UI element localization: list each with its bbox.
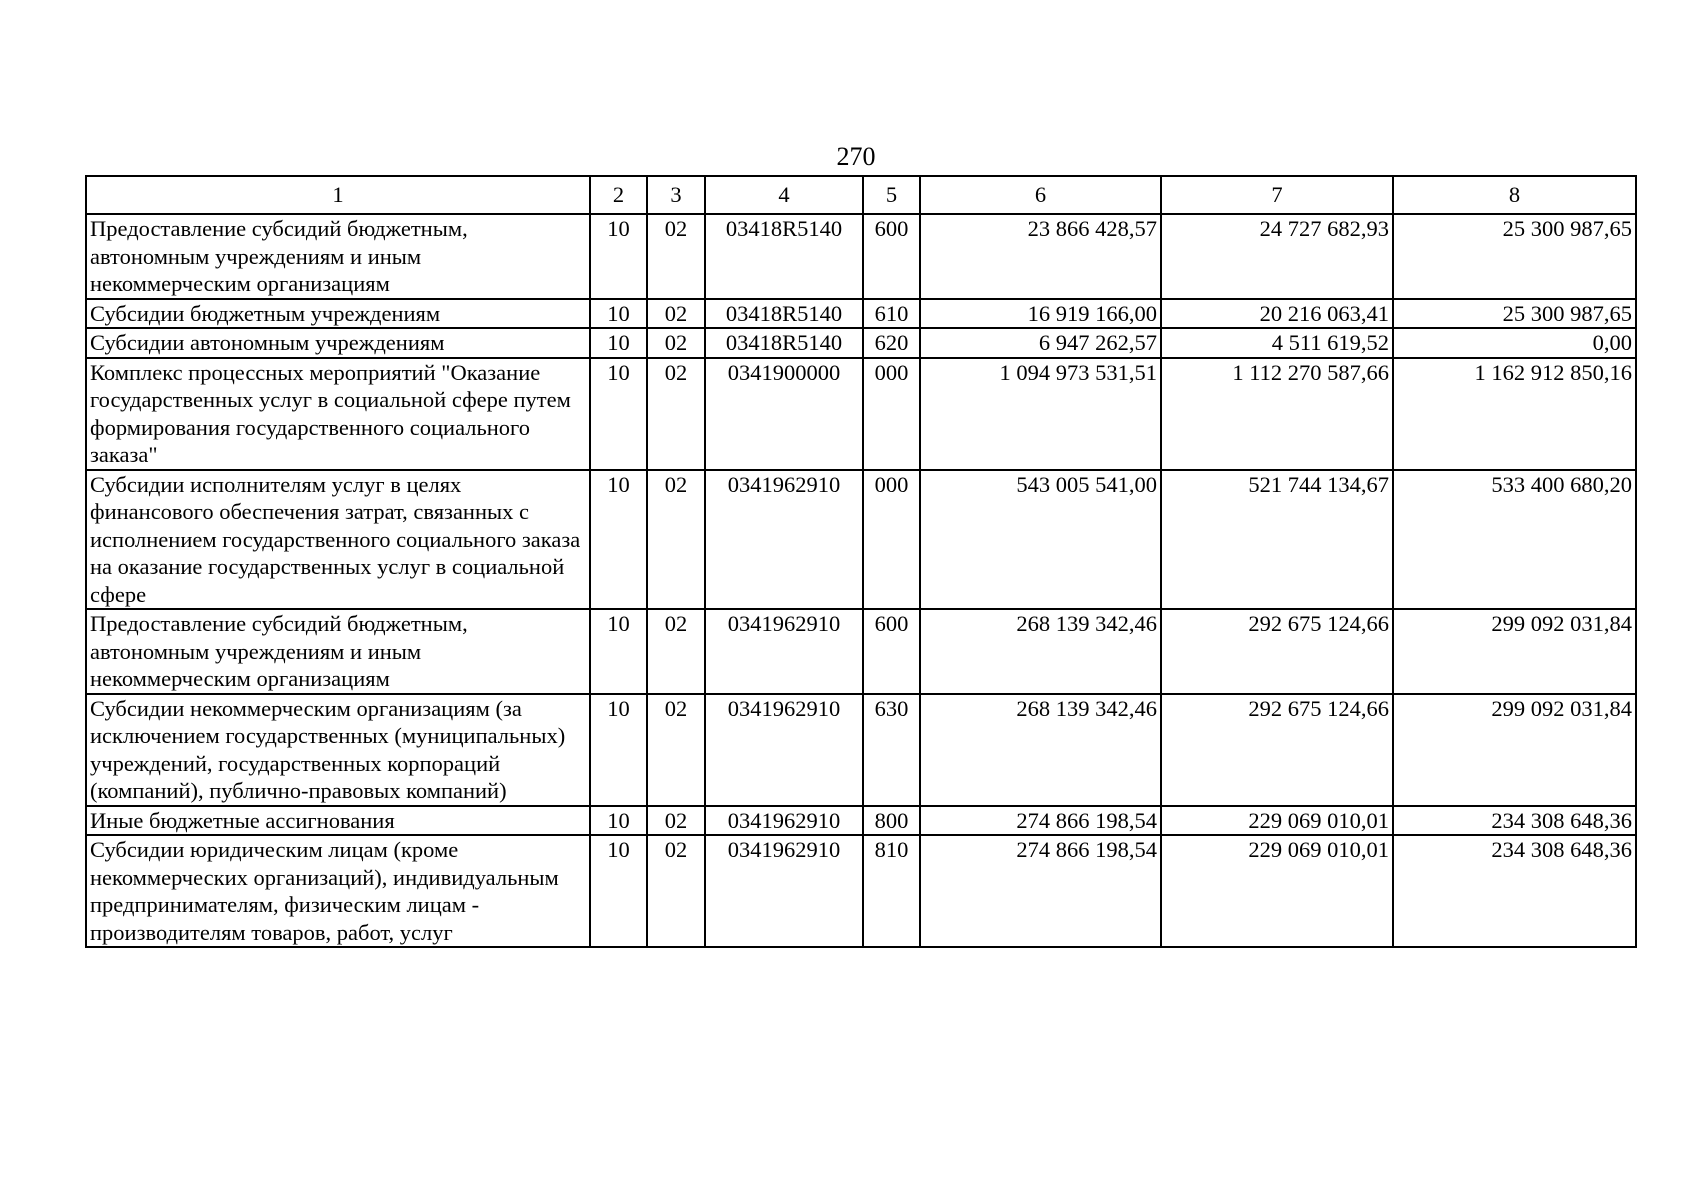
target-article-cell: 0341962910 <box>705 609 863 694</box>
subsection-code-cell: 02 <box>647 609 705 694</box>
row-name-cell: Субсидии юридическим лицам (кроме некоммерческих организаций), индивидуальным предпринимателям, физическим лицам - производителям товаров, работ, услуг <box>86 835 590 947</box>
amount-col6-cell: 23 866 428,57 <box>920 214 1161 299</box>
column-header-4: 4 <box>705 176 863 214</box>
section-code-cell: 10 <box>590 299 647 329</box>
section-code-cell: 10 <box>590 214 647 299</box>
expense-type-cell: 630 <box>863 694 920 806</box>
target-article-cell: 0341962910 <box>705 806 863 836</box>
target-article-cell: 03418R5140 <box>705 299 863 329</box>
table-body <box>86 214 1636 947</box>
amount-col6-cell: 16 919 166,00 <box>920 299 1161 329</box>
expense-type-cell: 810 <box>863 835 920 947</box>
expense-type-cell: 000 <box>863 470 920 610</box>
target-article-cell: 03418R5140 <box>705 214 863 299</box>
table-row <box>86 299 1636 329</box>
expense-type-cell: 000 <box>863 358 920 470</box>
amount-col8-cell: 234 308 648,36 <box>1393 835 1636 947</box>
table-row <box>86 214 1636 299</box>
table-row <box>86 806 1636 836</box>
amount-col7-cell: 24 727 682,93 <box>1161 214 1393 299</box>
table-row <box>86 609 1636 694</box>
row-name-cell: Субсидии некоммерческим организациям (за исключением государственных (муниципальных) учреждений, государственных корпораций (компаний), публично-правовых компаний) <box>86 694 590 806</box>
amount-col6-cell: 268 139 342,46 <box>920 609 1161 694</box>
subsection-code-cell: 02 <box>647 358 705 470</box>
target-article-cell: 0341962910 <box>705 694 863 806</box>
amount-col7-cell: 229 069 010,01 <box>1161 806 1393 836</box>
row-name-cell: Предоставление субсидий бюджетным, автономным учреждениям и иным некоммерческим организациям <box>86 214 590 299</box>
amount-col8-cell: 25 300 987,65 <box>1393 299 1636 329</box>
amount-col7-cell: 1 112 270 587,66 <box>1161 358 1393 470</box>
amount-col7-cell: 521 744 134,67 <box>1161 470 1393 610</box>
column-header-1: 1 <box>86 176 590 214</box>
column-header-3: 3 <box>647 176 705 214</box>
amount-col6-cell: 543 005 541,00 <box>920 470 1161 610</box>
amount-col7-cell: 292 675 124,66 <box>1161 609 1393 694</box>
section-code-cell: 10 <box>590 694 647 806</box>
expense-type-cell: 610 <box>863 299 920 329</box>
amount-col8-cell: 299 092 031,84 <box>1393 694 1636 806</box>
expense-type-cell: 620 <box>863 328 920 358</box>
section-code-cell: 10 <box>590 470 647 610</box>
column-header-7: 7 <box>1161 176 1393 214</box>
amount-col8-cell: 299 092 031,84 <box>1393 609 1636 694</box>
target-article-cell: 0341900000 <box>705 358 863 470</box>
amount-col6-cell: 274 866 198,54 <box>920 835 1161 947</box>
table-row <box>86 694 1636 806</box>
table-row <box>86 358 1636 470</box>
expense-type-cell: 800 <box>863 806 920 836</box>
subsection-code-cell: 02 <box>647 328 705 358</box>
section-code-cell: 10 <box>590 806 647 836</box>
section-code-cell: 10 <box>590 835 647 947</box>
target-article-cell: 03418R5140 <box>705 328 863 358</box>
row-name-cell: Предоставление субсидий бюджетным, автономным учреждениям и иным некоммерческим организациям <box>86 609 590 694</box>
table-row <box>86 328 1636 358</box>
table-row <box>86 470 1636 610</box>
subsection-code-cell: 02 <box>647 806 705 836</box>
amount-col8-cell: 25 300 987,65 <box>1393 214 1636 299</box>
row-name-cell: Субсидии автономным учреждениям <box>86 328 590 358</box>
amount-col8-cell: 533 400 680,20 <box>1393 470 1636 610</box>
table-header <box>86 176 1636 214</box>
column-header-8: 8 <box>1393 176 1636 214</box>
table-row <box>86 835 1636 947</box>
row-name-cell: Комплекс процессных мероприятий "Оказание государственных услуг в социальной сфере путем формирования государственного социального заказа" <box>86 358 590 470</box>
amount-col6-cell: 268 139 342,46 <box>920 694 1161 806</box>
row-name-cell: Иные бюджетные ассигнования <box>86 806 590 836</box>
amount-col7-cell: 20 216 063,41 <box>1161 299 1393 329</box>
amount-col6-cell: 274 866 198,54 <box>920 806 1161 836</box>
amount-col8-cell: 1 162 912 850,16 <box>1393 358 1636 470</box>
section-code-cell: 10 <box>590 358 647 470</box>
target-article-cell: 0341962910 <box>705 470 863 610</box>
budget-table <box>85 175 1637 948</box>
expense-type-cell: 600 <box>863 609 920 694</box>
expense-type-cell: 600 <box>863 214 920 299</box>
subsection-code-cell: 02 <box>647 214 705 299</box>
amount-col7-cell: 4 511 619,52 <box>1161 328 1393 358</box>
amount-col6-cell: 1 094 973 531,51 <box>920 358 1161 470</box>
row-name-cell: Субсидии исполнителям услуг в целях финансового обеспечения затрат, связанных с исполнением государственного социального заказа на оказание государственных услуг в социальной сфере <box>86 470 590 610</box>
column-header-6: 6 <box>920 176 1161 214</box>
subsection-code-cell: 02 <box>647 299 705 329</box>
target-article-cell: 0341962910 <box>705 835 863 947</box>
column-header-2: 2 <box>590 176 647 214</box>
header-row <box>86 176 1636 214</box>
subsection-code-cell: 02 <box>647 835 705 947</box>
section-code-cell: 10 <box>590 609 647 694</box>
amount-col7-cell: 229 069 010,01 <box>1161 835 1393 947</box>
amount-col8-cell: 234 308 648,36 <box>1393 806 1636 836</box>
amount-col8-cell: 0,00 <box>1393 328 1636 358</box>
section-code-cell: 10 <box>590 328 647 358</box>
page-number: 270 <box>836 142 876 171</box>
amount-col7-cell: 292 675 124,66 <box>1161 694 1393 806</box>
column-header-5: 5 <box>863 176 920 214</box>
subsection-code-cell: 02 <box>647 470 705 610</box>
amount-col6-cell: 6 947 262,57 <box>920 328 1161 358</box>
row-name-cell: Субсидии бюджетным учреждениям <box>86 299 590 329</box>
subsection-code-cell: 02 <box>647 694 705 806</box>
